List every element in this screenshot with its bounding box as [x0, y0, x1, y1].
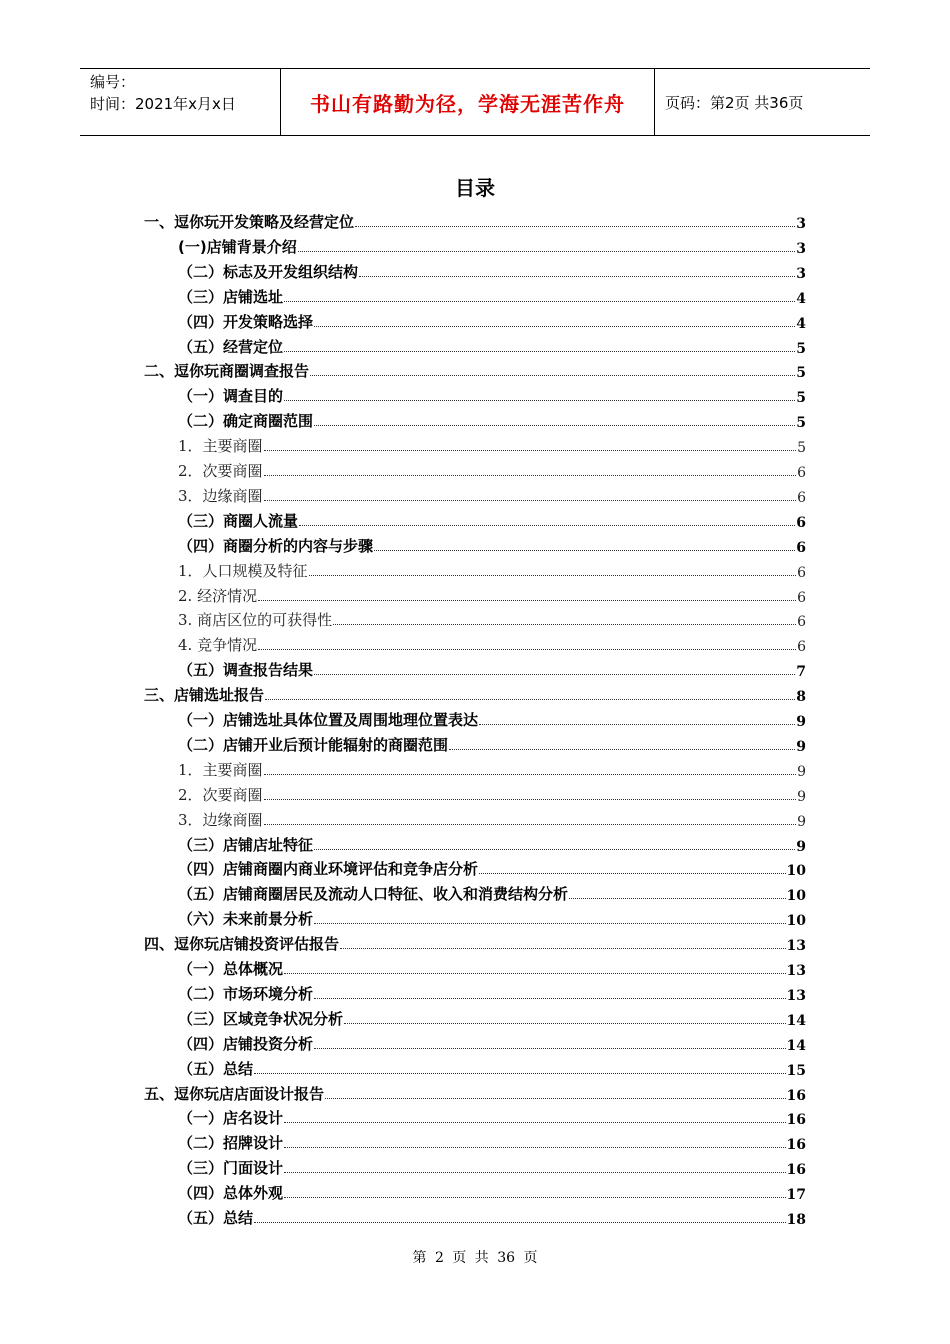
toc-entry-page: 9: [797, 788, 806, 805]
toc-entry-page: 3: [796, 265, 806, 282]
toc-entry-title: （四）商圈分析的内容与步骤: [178, 536, 374, 555]
toc-dot-leader: [284, 350, 795, 352]
toc-entry-title: （二）标志及开发组织结构: [178, 262, 359, 281]
toc-entry-title: （二）招牌设计: [178, 1134, 284, 1153]
toc-dot-leader: [264, 474, 797, 476]
toc-dot-leader: [355, 225, 795, 227]
toc-entry-title: （一）店名设计: [178, 1109, 284, 1128]
toc-dot-leader: [264, 449, 797, 451]
toc-dot-leader: [340, 947, 786, 949]
toc-entry-page: 16: [786, 1162, 806, 1179]
toc-dot-leader: [254, 1072, 786, 1074]
toc-entry[interactable]: [178, 980, 806, 1004]
toc-entry-page: 4: [796, 315, 806, 332]
toc-entry-page: 15: [786, 1062, 806, 1079]
toc-entry-page: 5: [797, 440, 806, 457]
toc-entry[interactable]: [178, 407, 806, 431]
toc-entry-title: 2. 经济情况: [178, 586, 258, 605]
toc-dot-leader: [359, 275, 795, 277]
toc-dot-leader: [314, 922, 786, 924]
toc-entry[interactable]: [144, 208, 806, 232]
toc-dot-leader: [314, 848, 795, 850]
toc-dot-leader: [284, 1121, 786, 1123]
toc-entry-page: 10: [786, 888, 806, 905]
toc-entry[interactable]: [178, 1129, 806, 1153]
toc-entry-page: 18: [786, 1212, 806, 1228]
header-meta: [80, 69, 281, 135]
toc-dot-leader: [264, 798, 797, 800]
toc-entry-page: 5: [796, 340, 806, 357]
toc-entry[interactable]: [178, 333, 806, 357]
toc-entry-page: 16: [786, 1137, 806, 1154]
toc-dot-leader: [479, 723, 795, 725]
toc-entry[interactable]: [178, 1055, 806, 1079]
toc-entry-page: 9: [797, 813, 806, 830]
toc-entry[interactable]: [178, 283, 806, 307]
toc-entry-page: 16: [786, 1087, 806, 1104]
toc-dot-leader: [299, 524, 795, 526]
toc-entry-page: 10: [786, 863, 806, 880]
toc-entry-title: 四、逗你玩店铺投资评估报告: [144, 935, 340, 954]
toc-dot-leader: [298, 250, 796, 252]
toc-entry[interactable]: [178, 507, 806, 531]
toc-entry-title: （四）总体外观: [178, 1184, 284, 1203]
toc-entry[interactable]: [178, 233, 806, 257]
toc-entry-title: （一）总体概况: [178, 960, 284, 978]
toc-entry-page: 6: [797, 589, 806, 606]
toc-dot-leader: [449, 748, 795, 750]
toc-dot-leader: [314, 997, 786, 999]
toc-entry-title: （三）区域竞争状况分析: [178, 1009, 344, 1028]
toc-entry-page: 9: [796, 838, 806, 855]
toc-entry-title: （二）市场环境分析: [178, 984, 314, 1003]
toc-entry-title: （六）未来前景分析: [178, 910, 314, 929]
toc-entry[interactable]: [178, 905, 806, 929]
toc-entry-title: 3. 商店区位的可获得性: [178, 611, 333, 630]
toc-entry-page: 9: [796, 738, 806, 755]
toc-entry[interactable]: [178, 1005, 806, 1029]
toc-entry[interactable]: [178, 1104, 806, 1128]
toc-entry[interactable]: [178, 382, 806, 406]
header-time: 时间：2021年x月x日: [90, 95, 236, 113]
header-number: 编号：: [90, 73, 136, 91]
toc-entry-title: 1．主要商圈: [178, 437, 263, 456]
toc-entry[interactable]: [178, 756, 806, 780]
toc-entry-page: 7: [796, 664, 806, 681]
toc-entry[interactable]: [178, 258, 806, 282]
toc-dot-leader: [264, 499, 797, 501]
toc-entry-page: 6: [797, 639, 806, 656]
toc-dot-leader: [284, 1171, 786, 1173]
toc-entry[interactable]: [178, 656, 806, 680]
page-header: [80, 68, 870, 136]
toc-entry-page: 6: [796, 539, 806, 556]
toc-entry-title: （四）店铺投资分析: [178, 1034, 314, 1053]
toc-entry-title: （五）经营定位: [178, 337, 284, 356]
toc-entry[interactable]: [178, 582, 806, 606]
toc-entry[interactable]: [178, 557, 806, 581]
toc-entry-title: (一)店铺背景介绍: [178, 237, 297, 256]
toc-entry[interactable]: [178, 631, 806, 655]
toc-entry[interactable]: [144, 357, 806, 381]
toc-entry-page: 8: [796, 689, 806, 706]
toc-entry-title: （四）店铺商圈内商业环境评估和竞争店分析: [178, 860, 479, 879]
toc-entry-title: （一）店铺选址具体位置及周围地理位置表达: [178, 711, 479, 729]
toc-entry[interactable]: [178, 1204, 806, 1228]
toc-entry[interactable]: [178, 781, 806, 805]
toc-entry[interactable]: [178, 831, 806, 855]
toc-entry-page: 3: [796, 240, 806, 257]
toc-entry-page: 14: [786, 1012, 806, 1029]
toc-entry-title: 2．次要商圈: [178, 785, 263, 804]
toc-entry[interactable]: [178, 1154, 806, 1178]
toc-entry-title: （五）总结: [178, 1059, 254, 1078]
toc-dot-leader: [569, 897, 786, 899]
toc-entry-title: （三）店铺选址: [178, 287, 284, 306]
toc-entry-title: 1．人口规模及特征: [178, 561, 308, 580]
toc-entry[interactable]: [178, 432, 806, 456]
toc-entry[interactable]: [178, 731, 806, 755]
toc-entry-title: （五）店铺商圈居民及流动人口特征、收入和消费结构分析: [178, 885, 569, 904]
header-page-label: 页码：第2页 共36页: [665, 93, 804, 112]
toc-dot-leader: [258, 599, 796, 601]
toc-entry-page: 5: [796, 390, 806, 407]
toc-dot-leader: [314, 673, 795, 675]
toc-entry[interactable]: [178, 1030, 806, 1054]
toc-entry-page: 14: [786, 1037, 806, 1054]
toc-entry-title: （三）门面设计: [178, 1159, 284, 1178]
toc-entry[interactable]: [144, 930, 806, 954]
toc-entry[interactable]: [144, 681, 806, 705]
toc-dot-leader: [310, 374, 795, 376]
toc-entry-page: 16: [786, 1112, 806, 1129]
toc-dot-leader: [264, 823, 797, 825]
toc-dot-leader: [479, 872, 786, 874]
toc-entry[interactable]: [178, 880, 806, 904]
toc-entry[interactable]: [178, 955, 806, 979]
toc-entry[interactable]: [144, 1080, 806, 1104]
toc-entry-page: 13: [786, 987, 806, 1004]
toc-entry[interactable]: [178, 308, 806, 332]
toc-entry-page: 6: [797, 465, 806, 481]
toc-entry-title: 3．边缘商圈: [178, 486, 263, 505]
toc-dot-leader: [314, 424, 795, 426]
toc-entry-page: 3: [796, 216, 806, 232]
toc-dot-leader: [314, 325, 795, 327]
toc-dot-leader: [264, 773, 797, 775]
toc-entry[interactable]: [178, 532, 806, 556]
toc-entry-title: （一）调查目的: [178, 387, 284, 406]
toc-dot-leader: [284, 972, 786, 974]
toc-entry-title: （三）商圈人流量: [178, 511, 299, 530]
toc-entry-page: 17: [786, 1187, 806, 1204]
toc-dot-leader: [265, 698, 795, 700]
toc-entry[interactable]: [178, 457, 806, 481]
toc-dot-leader: [284, 1196, 786, 1198]
toc-entry-page: 6: [797, 489, 806, 506]
toc-entry-title: 一、逗你玩开发策略及经营定位: [144, 213, 355, 231]
toc-dot-leader: [333, 623, 796, 625]
toc-entry-page: 5: [796, 415, 806, 432]
toc-dot-leader: [284, 1146, 786, 1148]
toc-entry-title: （三）店铺店址特征: [178, 835, 314, 854]
toc-entry-page: 13: [786, 963, 806, 979]
toc-entry-title: 三、店铺选址报告: [144, 686, 265, 705]
toc-entry-page: 13: [786, 938, 806, 955]
toc-dot-leader: [254, 1221, 786, 1223]
toc-entry-page: 10: [786, 913, 806, 930]
toc-dot-leader: [344, 1022, 786, 1024]
toc-entry-title: （四）开发策略选择: [178, 312, 314, 331]
toc-title: 目录: [455, 176, 495, 200]
toc-dot-leader: [284, 399, 795, 401]
toc-entry[interactable]: [178, 482, 806, 506]
toc-dot-leader: [309, 574, 797, 576]
toc-entry-page: 6: [797, 614, 806, 631]
toc-entry-title: （二）确定商圈范围: [178, 412, 314, 431]
toc-entry-page: 9: [796, 714, 806, 730]
toc-dot-leader: [258, 648, 796, 650]
toc-entry[interactable]: [178, 606, 806, 630]
toc-entry-title: （五）调查报告结果: [178, 661, 314, 680]
toc-dot-leader: [325, 1097, 786, 1099]
toc-entry[interactable]: [178, 706, 806, 730]
toc-entry-title: 五、逗你玩店店面设计报告: [144, 1084, 325, 1103]
toc-entry-title: （二）店铺开业后预计能辐射的商圈范围: [178, 735, 449, 754]
header-motto: 书山有路勤为径，学海无涯苦作舟: [281, 69, 655, 135]
toc-dot-leader: [374, 549, 795, 551]
toc-dot-leader: [314, 1047, 786, 1049]
toc-entry[interactable]: [178, 806, 806, 830]
toc-entry-title: 2．次要商圈: [178, 462, 263, 480]
toc-entry-title: 4. 竞争情况: [178, 636, 258, 655]
toc-dot-leader: [284, 300, 795, 302]
toc-entry-title: （五）总结: [178, 1209, 254, 1227]
toc-entry-page: 6: [796, 514, 806, 531]
toc-entry-title: 1．主要商圈: [178, 760, 263, 779]
toc-entry-page: 9: [797, 763, 806, 780]
toc-entry-title: 二、逗你玩商圈调查报告: [144, 362, 310, 381]
toc-entry[interactable]: [178, 1179, 806, 1203]
toc-entry-page: 5: [796, 365, 806, 382]
toc-entry-page: 6: [797, 564, 806, 581]
toc-entry-page: 4: [796, 290, 806, 307]
page-footer: 第 2 页 共 36 页: [412, 1250, 538, 1266]
toc-entry-title: 3．边缘商圈: [178, 810, 263, 829]
toc-entry[interactable]: [178, 855, 806, 879]
